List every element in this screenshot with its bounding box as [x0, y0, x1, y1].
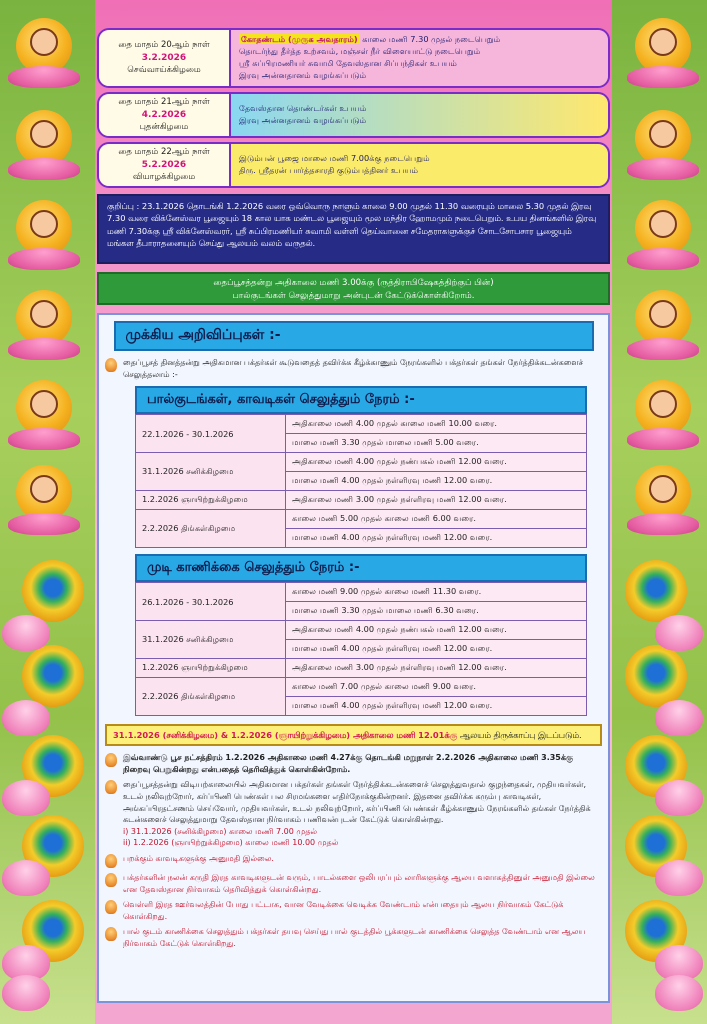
intro-text: தைப்பூசத் தினத்தன்று அதிகமான பக்தர்கள் கூடுவதைத் தவிர்க்க கீழ்க்காணும் நேரங்களில் பக்தர்கள் தங்கள் நேர்த்திக்கடன்களைச் செலுத்தலாம் :-	[123, 358, 584, 379]
table-row	[136, 415, 587, 434]
table-time-cell: காலை மணி 7.00 முதல் காலை மணி 9.00 வரை.	[286, 678, 587, 697]
table-time-cell: மாலை மணி 4.00 முதல் நள்ளிரவு மணி 12.00 வரை.	[286, 529, 587, 548]
event-line: ஸ்ரீ சுப்பிரமணியர் சுவாமி தேவஸ்தான சிப்பந்திகள் உபயம்	[239, 57, 458, 68]
lotus-flower-icon	[655, 700, 703, 736]
lamp-bullet-icon	[105, 358, 117, 372]
event-line: இரவு அன்னதானம் வழங்கப்படும்	[239, 69, 367, 80]
event-line: இரவு அன்னதானம் வழங்கப்படும்	[239, 114, 367, 125]
milk-pot-flowers-notice: பால் குடம் காணிக்கை செலுத்தும் பக்தர்கள் தயவு செய்து பால் குடத்தில் பூக்களுடன் காணிக்கை செலுத்த வேண்டாம் என ஆலய நிர்வாகம் கேட்டுக் கொள்கிறது.	[123, 927, 586, 948]
peacock-feather-icon	[625, 560, 687, 622]
event-body	[231, 144, 608, 186]
event-card-1	[97, 28, 610, 88]
lamp-bullet-icon	[105, 780, 117, 794]
event-line: இடும்பன் பூஜை மாலை மணி 7.00க்கு நடைபெறும்	[239, 153, 430, 163]
table-time-cell: காலை மணி 9.00 முதல் காலை மணி 11.30 வரை.	[286, 583, 587, 602]
lotus-flower-icon	[655, 860, 703, 896]
list-item	[105, 926, 602, 949]
lotus-flower-icon	[2, 615, 50, 651]
important-notices	[97, 313, 610, 1003]
peacock-feather-icon	[22, 560, 84, 622]
murugan-lotus-icon	[627, 465, 697, 535]
lamp-bullet-icon	[105, 854, 117, 868]
murugan-lotus-icon	[8, 465, 78, 535]
murugan-lotus-icon	[627, 18, 697, 88]
event-date-box	[99, 30, 231, 86]
table-time-cell: மாலை மணி 4.00 முதல் நள்ளிரவு மணி 12.00 வரை.	[286, 472, 587, 491]
crowd-time-2: ii) 1.2.2026 (ஞாயிற்றுக்கிழமை) காலை மணி 10.00 முதல்	[123, 838, 339, 848]
event-date: 5.2.2026	[141, 160, 187, 170]
murugan-lotus-icon	[8, 200, 78, 270]
event-date-box	[99, 144, 231, 186]
murugan-lotus-icon	[627, 110, 697, 180]
milk-pot-line: பால்குடங்கள் செலுத்துமாறு அன்புடன் கேட்டுக்கொள்கிறோம்.	[232, 290, 475, 301]
crowd-notice: தைப்பூசத்தன்று விடியற்காலையில் அதிகமான பக்தர்கள் தங்கள் நேர்த்திக்கடன்களைச் செலுத்துவதால் குழந்தைகள், முதியவர்கள், உடல் நலிவுற்றோர், கர்ப்பிணி பெண்கள் பல சிரமங்களை எதிர்நோக்குகின்றனர். இதனை தவிர்க்க கரும்பு காவடிகள், அங்கப்பிரதட்சணம் செய்வோர், முதியவர்கள், உடல் நலிவுற்றோர், கர்ப்பிணி பெண்கள் கீழ்க்காணும் நேரங்களில் தங்கள் நேர்த்திக் கடன்களைச் செலுத்துமாறு தேவஸ்தான நிர்வாகம் பணிவன்புடன் கேட்டுக் கொள்கின்றது.	[123, 780, 591, 825]
table-row	[136, 491, 587, 510]
murugan-lotus-icon	[8, 290, 78, 360]
milk-pot-line: தைப்பூசத்தன்று அதிகாலை மணி 3.00க்கு (ருத்திராபிஷேகத்திற்குப் பின்)	[213, 278, 494, 288]
event-month-day: தை மாதம் 20ஆம் நாள்	[118, 40, 210, 50]
table-time-cell: மாலை மணி 3.30 முதல் மாலை மணி 5.00 வரை.	[286, 434, 587, 453]
list-item	[105, 752, 602, 775]
milk-pot-notice	[97, 272, 610, 305]
lamp-bullet-icon	[105, 873, 117, 887]
table-row	[136, 621, 587, 640]
table-row	[136, 678, 587, 697]
table-row	[136, 510, 587, 529]
table-day-cell: 1.2.2026 ஞாயிற்றுக்கிழமை	[136, 491, 286, 510]
temple-closure-notice	[105, 724, 602, 746]
lotus-flower-icon	[2, 780, 50, 816]
list-item	[105, 899, 602, 922]
event-month-day: தை மாதம் 22ஆம் நாள்	[118, 147, 210, 157]
table-time-cell: அதிகாலை மணி 4.00 முதல் நண்பகல் மணி 12.00 வரை.	[286, 621, 587, 640]
event-card-3	[97, 142, 610, 188]
event-month-day: தை மாதம் 21ஆம் நாள்	[118, 97, 210, 107]
lotus-flower-icon	[655, 975, 703, 1011]
table-time-cell: அதிகாலை மணி 3.00 முதல் நள்ளிரவு மணி 12.00 வரை.	[286, 659, 587, 678]
event-highlight: கோதண்டம் (முருக அவதாரம்)	[241, 34, 358, 44]
table-day-cell: 26.1.2026 - 30.1.2026	[136, 583, 286, 621]
table-day-cell: 1.2.2026 ஞாயிற்றுக்கிழமை	[136, 659, 286, 678]
notice-title: முக்கிய அறிவிப்புகள் :-	[114, 321, 594, 351]
list-item	[105, 853, 602, 868]
table-day-cell: 22.1.2026 - 30.1.2026	[136, 415, 286, 453]
table-day-cell: 31.1.2026 சனிக்கிழமை	[136, 621, 286, 659]
table-time-cell: மாலை மணி 4.00 முதல் நள்ளிரவு மணி 12.00 வரை.	[286, 697, 587, 716]
lamp-bullet-icon	[105, 927, 117, 941]
murugan-lotus-icon	[627, 290, 697, 360]
event-date: 4.2.2026	[141, 110, 187, 120]
table-row	[136, 453, 587, 472]
table-time-cell: அதிகாலை மணி 4.00 முதல் நண்பகல் மணி 12.00 வரை.	[286, 453, 587, 472]
event-body	[231, 94, 608, 136]
event-date: 3.2.2026	[141, 53, 187, 63]
event-line: திரு. ஸ்ரீதரன் பார்த்தசாரதி குடும்பத்தினர் உபயம்	[239, 164, 419, 175]
table-time-cell: மாலை மணி 4.00 முதல் நள்ளிரவு மணி 12.00 வரை.	[286, 640, 587, 659]
star-notice: இவ்வாண்டு பூச நட்சத்திரம் 1.2.2026 அதிகாலை மணி 4.27க்கு தொடங்கி மறுநாள் 2.2.2026 அதிகாலை மணி 3.35க்கு நிறைவு பெறுகின்றது என்பதைத் தெரிவித்துக் கொள்கின்றோம்.	[123, 753, 574, 774]
murugan-lotus-icon	[8, 380, 78, 450]
peacock-feather-icon	[22, 645, 84, 707]
murugan-lotus-icon	[627, 380, 697, 450]
lotus-flower-icon	[2, 700, 50, 736]
crowd-time-1: i) 31.1.2026 (சனிக்கிழமை) காலை மணி 7.00 முதல்	[123, 826, 318, 836]
lamp-bullet-icon	[105, 900, 117, 914]
milk-kavadi-table	[135, 414, 587, 548]
event-body	[231, 30, 608, 86]
event-line: காலை மணி 7.30 முதல் நடைபெறும்	[362, 34, 501, 44]
firecracker-notice: வெள்ளி இரத ஊர்வலத்தின் போது பட்டாசு, வான வேடிக்கை வெடிக்க வேண்டாம் என்பதையும் ஆலய நிர்வாகம் கேட்டுக் கொள்கிறது.	[123, 900, 564, 921]
table2-title: முடி காணிக்கை செலுத்தும் நேரம் :-	[135, 554, 587, 582]
table-day-cell: 31.1.2026 சனிக்கிழமை	[136, 453, 286, 491]
lotus-flower-icon	[655, 780, 703, 816]
event-weekday: செவ்வாய்க்கிழமை	[127, 65, 201, 75]
hair-offering-table	[135, 582, 587, 716]
table-time-cell: மாலை மணி 3.30 முதல் மாலை மணி 6.30 வரை.	[286, 602, 587, 621]
table-row	[136, 583, 587, 602]
event-card-2	[97, 92, 610, 138]
list-item	[105, 872, 602, 895]
table-row	[136, 659, 587, 678]
lotus-flower-icon	[2, 860, 50, 896]
poster-main	[97, 28, 610, 1003]
list-item	[105, 779, 602, 849]
lamp-bullet-icon	[105, 753, 117, 767]
table-day-cell: 2.2.2026 திங்கள்கிழமை	[136, 510, 286, 548]
event-line: தேவஸ்தான தொண்டர்கள் உபயம்	[239, 103, 367, 113]
murugan-lotus-icon	[8, 110, 78, 180]
murugan-lotus-icon	[8, 18, 78, 88]
table-day-cell: 2.2.2026 திங்கள்கிழமை	[136, 678, 286, 716]
flying-kavadi-notice: பறக்கும் காவடிகளுக்கு அனுமதி இல்லை.	[123, 853, 274, 863]
lotus-flower-icon	[655, 615, 703, 651]
event-weekday: வியாழக்கிழமை	[132, 172, 196, 182]
list-item	[105, 357, 602, 380]
table1-title: பால்குடங்கள், காவடிகள் செலுத்தும் நேரம் :-	[135, 386, 587, 414]
lotus-flower-icon	[2, 975, 50, 1011]
event-line: தொடர்ந்து தீர்த்த உற்சவம், மஞ்சள் நீர் விளையாட்டு நடைபெறும்	[239, 45, 481, 56]
table-time-cell: காலை மணி 5.00 முதல் காலை மணி 6.00 வரை.	[286, 510, 587, 529]
lorry-notice: பக்தர்களின் நலன் கருதி இரத காவடிகளுடன் வரும், பாடல்களை ஒலிபரப்பும் லாரிகளுக்கு ஆலய வளாகத்தினுள் அனுமதி இல்லை என தேவஸ்தான நிர்வாகம் தெரிவித்துக் கொள்கின்றது.	[123, 872, 595, 894]
closure-dates: 31.1.2026 (சனிக்கிழமை) & 1.2.2026 (ஞாயிற்றுக்கிழமை) அதிகாலை மணி 12.01க்கு	[113, 730, 458, 741]
table-time-cell: அதிகாலை மணி 4.00 முதல் காலை மணி 10.00 வரை.	[286, 415, 587, 434]
event-weekday: புதன்கிழமை	[139, 122, 189, 132]
closure-text: ஆலயம் திருக்காப்பு இடப்படும்.	[459, 730, 582, 741]
event-date-box	[99, 94, 231, 136]
table-time-cell: அதிகாலை மணி 3.00 முதல் நள்ளிரவு மணி 12.00 வரை.	[286, 491, 587, 510]
note-box: குறிப்பு : 23.1.2026 தொடங்கி 1.2.2026 வரை ஒவ்வொரு நாளும் காலை 9.00 முதல் 11.30 வரையும் மாலை 5.30 முதல் இரவு 7.30 வரை விக்னேஸ்வர பூஜையும் 18 கால யாக மண்டல பூஜையும் மூல மந்திர ஹோமமும் நடைபெறும். உபய தினங்களில் இரவு மணி 7.30க்கு ஸ்ரீ விக்னேஸ்வரர், ஸ்ரீ சுப்பிரமணியர் சுவாமி வள்ளி தெய்வானை சமேதராகளுக்குச் சோடசோபசார பூஜையும் மங்கள தீபாராதனையும் செய்து ஆலயம் வலம் வருதல்.	[97, 194, 610, 264]
murugan-lotus-icon	[627, 200, 697, 270]
peacock-feather-icon	[625, 645, 687, 707]
